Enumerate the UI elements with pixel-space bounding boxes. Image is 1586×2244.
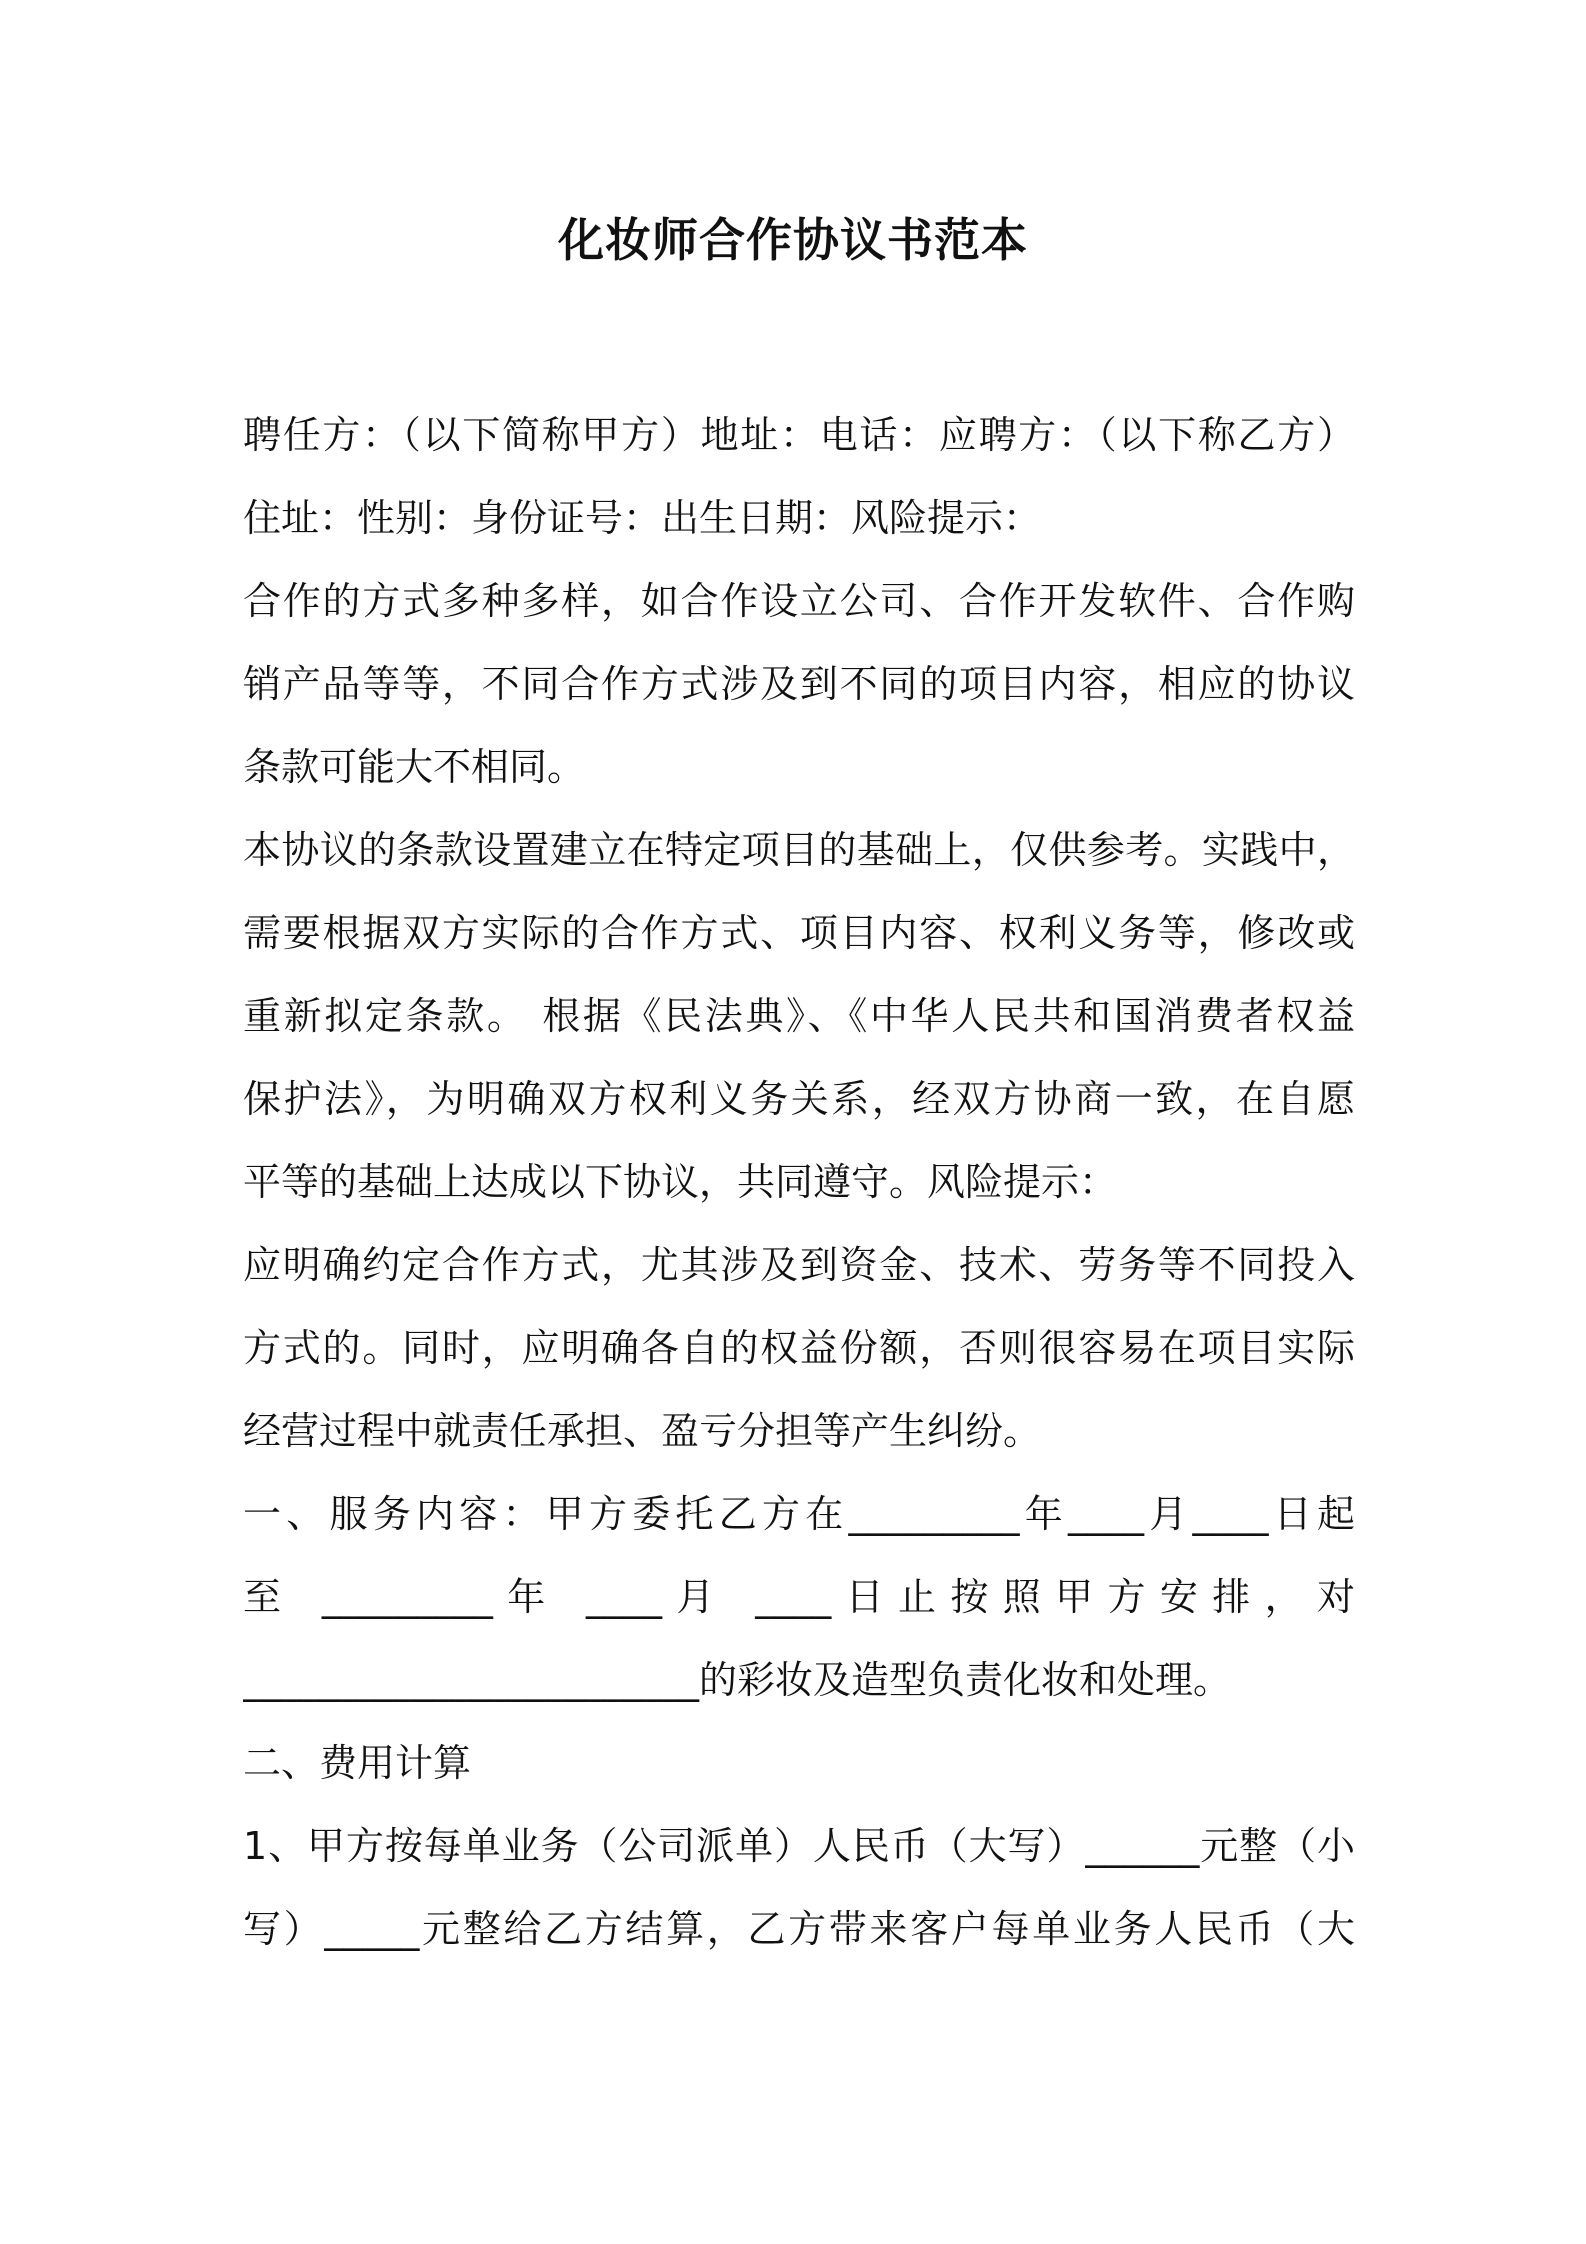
paragraph-line: ________________________的彩妆及造型负责化妆和处理。 <box>243 1658 1232 1702</box>
paragraph-line: 条款可能大不相同。 <box>243 745 586 789</box>
paragraph-line: 合作的方式多种多样，如合作设立公司、合作开发软件、合作购 <box>243 579 1355 623</box>
paragraph-line: 经营过程中就责任承担、盈亏分担等产生纠纷。 <box>243 1409 1042 1453</box>
document-body <box>243 408 1355 1985</box>
paragraph-line: 方式的。同时，应明确各自的权益份额，否则很容易在项目实际 <box>243 1326 1355 1370</box>
paragraph-line: 聘任方：（以下简称甲方）地址：电话：应聘方：（以下称乙方） <box>243 413 1355 457</box>
document-title: 化妆师合作协议书范本 <box>558 213 1028 267</box>
paragraph-line: 重新拟定条款。 根据《民法典》、《中华人民共和国消费者权益 <box>243 994 1355 1038</box>
paragraph-line: 销产品等等，不同合作方式涉及到不同的项目内容，相应的协议 <box>243 662 1355 706</box>
paragraph-line: 保护法》，为明确双方权利义务关系，经双方协商一致，在自愿 <box>243 1077 1355 1121</box>
paragraph-line: 需要根据双方实际的合作方式、项目内容、权利义务等，修改或 <box>243 911 1355 955</box>
paragraph-line: 1、甲方按每单业务（公司派单）人民币（大写）______元整（小 <box>243 1824 1355 1868</box>
paragraph-line: 应明确约定合作方式，尤其涉及到资金、技术、劳务等不同投入 <box>243 1243 1355 1287</box>
section-heading: 二、费用计算 <box>243 1741 472 1785</box>
paragraph-line: 至 _________年 ____月 ____日止按照甲方安排，对 <box>243 1575 1355 1619</box>
paragraph-line: 本协议的条款设置建立在特定项目的基础上，仅供参考。实践中， <box>243 828 1355 872</box>
paragraph-line: 一、服务内容：甲方委托乙方在_________年____月____日起 <box>243 1492 1355 1536</box>
paragraph-line: 住址：性别：身份证号：出生日期：风险提示： <box>243 496 1042 540</box>
paragraph-line: 写）_____元整给乙方结算，乙方带来客户每单业务人民币（大 <box>243 1907 1355 1951</box>
paragraph-line: 平等的基础上达成以下协议，共同遵守。风险提示： <box>243 1160 1118 1204</box>
